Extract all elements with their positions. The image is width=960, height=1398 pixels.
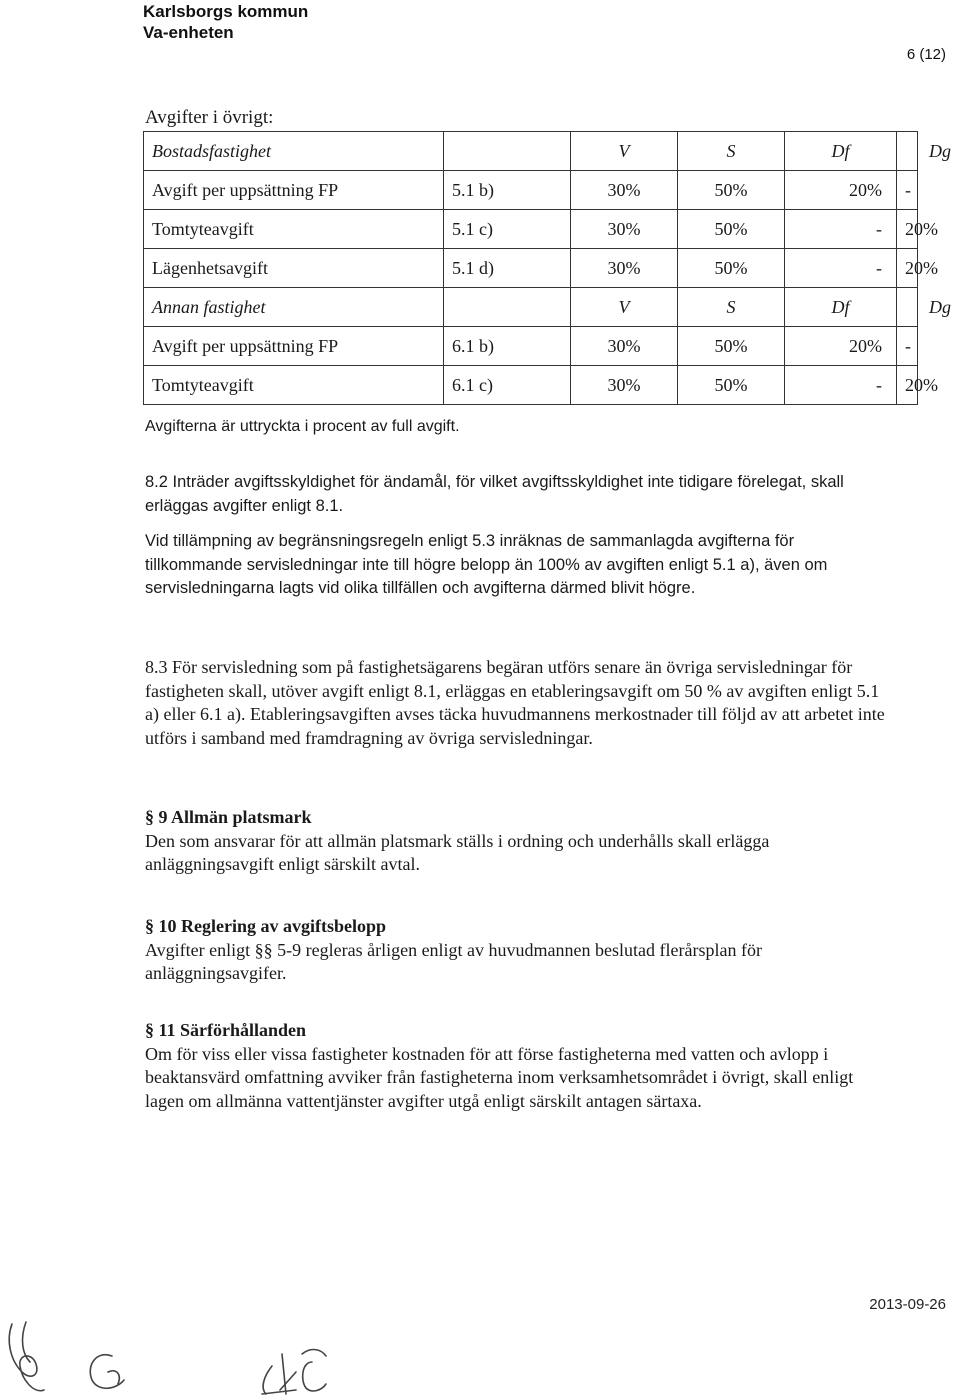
fee-table bbox=[143, 131, 951, 405]
table-cell-dg: Dg bbox=[897, 288, 918, 327]
table-cell-v: 30% bbox=[571, 327, 678, 366]
table-cell-dg: - bbox=[897, 171, 918, 210]
table-cell-df: Df bbox=[785, 288, 897, 327]
section-11 bbox=[145, 1019, 885, 1113]
table-cell-label: Lägenhetsavgift bbox=[144, 249, 444, 288]
table-cell-label: Tomtyteavgift bbox=[144, 210, 444, 249]
table-cell-ref: 5.1 c) bbox=[444, 210, 571, 249]
table-cell-dg: - bbox=[897, 327, 918, 366]
table-cell-dg: 20% bbox=[897, 210, 918, 249]
table-header-row bbox=[144, 288, 918, 327]
table-cell-ref: 6.1 c) bbox=[444, 366, 571, 405]
table-cell-label: Avgift per uppsättning FP bbox=[144, 327, 444, 366]
section-9 bbox=[145, 806, 885, 877]
table-cell-v: 30% bbox=[571, 171, 678, 210]
table-row bbox=[144, 249, 918, 288]
table-cell-v: V bbox=[571, 132, 678, 171]
table-cell-ref bbox=[444, 288, 571, 327]
section-10-heading: § 10 Reglering av avgiftsbelopp bbox=[145, 916, 386, 936]
section-10-text: Avgifter enligt §§ 5-9 regleras årligen enligt av huvudmannen beslutad flerårsplan för anläggningsavgifer. bbox=[145, 939, 762, 983]
table-cell-s: S bbox=[678, 288, 785, 327]
table-cell-dg: 20% bbox=[897, 249, 918, 288]
table-cell-v: 30% bbox=[571, 249, 678, 288]
table-cell-dg: Dg bbox=[897, 132, 918, 171]
table-cell-ref bbox=[444, 132, 571, 171]
table-cell-v: V bbox=[571, 288, 678, 327]
table-cell-ref: 5.1 d) bbox=[444, 249, 571, 288]
table-cell-v: 30% bbox=[571, 210, 678, 249]
table-row bbox=[144, 327, 918, 366]
paragraph-8-2: 8.2 Inträder avgiftsskyldighet för ändamål, för vilket avgiftsskyldighet inte tidigare förelegat, skall erläggas avgifter enligt 8.1. bbox=[145, 473, 844, 515]
signature-initials-icon bbox=[0, 1310, 330, 1398]
header-unit: Va-enheten bbox=[143, 23, 234, 42]
table-cell-ref: 6.1 b) bbox=[444, 327, 571, 366]
header-org: Karlsborgs kommun bbox=[143, 2, 309, 21]
table-cell-s: S bbox=[678, 132, 785, 171]
section-11-text: Om för viss eller vissa fastigheter kostnaden för att förse fastigheterna med vatten och avlopp i beaktansvärd omfattning avviker från fastigheterna inom verksamhetsområdet i övrigt, skall enligt lagen om allmänna vattentjänster avgifter utgå enligt särskilt antagen särtaxa. bbox=[145, 1043, 854, 1111]
section-title: Avgifter i övrigt: bbox=[145, 107, 274, 128]
page-number: 6 (12) bbox=[906, 46, 946, 63]
table-cell-ref: 5.1 b) bbox=[444, 171, 571, 210]
table-row bbox=[144, 366, 918, 405]
table-cell-label: Annan fastighet bbox=[144, 288, 444, 327]
table-cell-df: - bbox=[785, 249, 897, 288]
table-cell-df: - bbox=[785, 210, 897, 249]
date-stamp: 2013-09-26 bbox=[869, 1296, 946, 1313]
section-9-heading: § 9 Allmän platsmark bbox=[145, 807, 312, 827]
table-row bbox=[144, 171, 918, 210]
table-cell-df: 20% bbox=[785, 327, 897, 366]
table-cell-v: 30% bbox=[571, 366, 678, 405]
table-cell-label: Tomtyteavgift bbox=[144, 366, 444, 405]
table-cell-s: 50% bbox=[678, 171, 785, 210]
table-cell-df: Df bbox=[785, 132, 897, 171]
table-cell-label: Bostadsfastighet bbox=[144, 132, 444, 171]
table-cell-s: 50% bbox=[678, 210, 785, 249]
table-cell-s: 50% bbox=[678, 327, 785, 366]
section-10 bbox=[145, 915, 885, 986]
table-cell-s: 50% bbox=[678, 366, 785, 405]
table-cell-df: 20% bbox=[785, 171, 897, 210]
section-11-heading: § 11 Särförhållanden bbox=[145, 1020, 307, 1040]
table-row bbox=[144, 210, 918, 249]
paragraph-8-3: 8.3 För servisledning som på fastighetsägarens begäran utförs senare än övriga servisledningar för fastigheten skall, utöver avgift enligt 8.1, erläggas en etableringsavgift om 50 % av avgiften enligt 5.1 a) eller 6.1 a). Etableringsavgiften avses täcka huvudmannens merkostnader till följd av att arbetet inte utförs i samband med framdragning av övriga servisledningar. bbox=[145, 657, 885, 748]
table-cell-df: - bbox=[785, 366, 897, 405]
table-cell-label: Avgift per uppsättning FP bbox=[144, 171, 444, 210]
percent-note: Avgifterna är uttryckta i procent av full avgift. bbox=[145, 418, 460, 435]
table-cell-s: 50% bbox=[678, 249, 785, 288]
table-cell-dg: 20% bbox=[897, 366, 918, 405]
paragraph-8-2-limit: Vid tillämpning av begränsningsregeln enligt 5.3 inräknas de sammanlagda avgifterna för tillkommande servisledningar inte till högre belopp än 100% av avgiften enligt 5.1 a), även om servisledningarna lagts vid olika tillfällen och avgifterna därmed blivit högre. bbox=[145, 532, 828, 597]
table-header-row bbox=[144, 132, 918, 171]
section-9-text: Den som ansvarar för att allmän platsmark ställs i ordning och underhålls skall erlägga anläggningsavgift enligt särskilt avtal. bbox=[145, 830, 770, 874]
